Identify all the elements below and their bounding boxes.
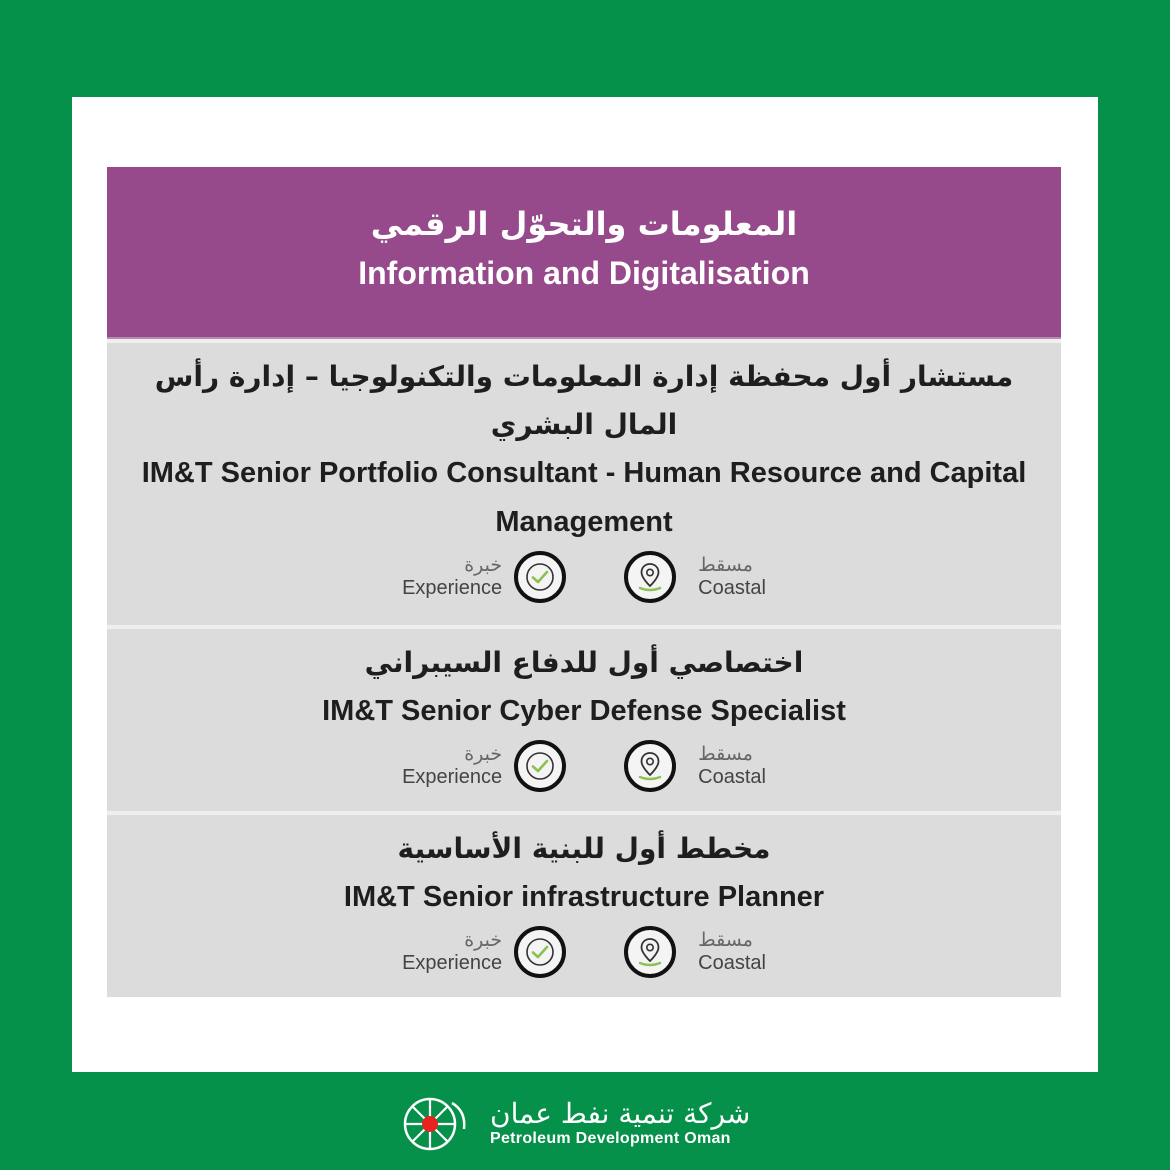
job-title-en: IM&T Senior infrastructure Planner — [343, 881, 825, 913]
location-label-en: Coastal — [698, 577, 766, 599]
job-meta — [107, 551, 1061, 603]
experience-info — [402, 551, 566, 603]
experience-label-ar: خبرة — [464, 743, 503, 765]
content-card — [72, 97, 1098, 1072]
job-listing[interactable] — [107, 625, 1061, 811]
check-circle-icon — [514, 926, 566, 978]
job-title-en: IM&T Senior Cyber Defense Specialist — [322, 695, 846, 727]
job-listing[interactable] — [107, 339, 1061, 625]
check-circle-icon — [514, 551, 566, 603]
location-label-en: Coastal — [698, 952, 766, 974]
check-circle-icon — [514, 740, 566, 792]
location-label-ar: مسقط — [698, 743, 753, 765]
department-title-ar: المعلومات والتحوّل الرقمي — [370, 205, 798, 243]
job-title-ar: مستشار أول محفظة إدارة المعلومات والتكنولوجيا – إدارة رأس المال البشري — [154, 360, 1014, 441]
company-name-en: Petroleum Development Oman — [490, 1130, 731, 1147]
map-pin-icon — [624, 551, 676, 603]
location-info — [624, 551, 766, 603]
experience-label-ar: خبرة — [464, 554, 503, 576]
location-info — [624, 926, 766, 978]
location-label-en: Coastal — [698, 766, 766, 788]
pdo-emblem-icon — [400, 1093, 470, 1153]
experience-label-en: Experience — [402, 766, 503, 788]
jobs-panel — [107, 167, 1061, 997]
company-name-ar: شركة تنمية نفط عمان — [490, 1097, 751, 1130]
location-label-ar: مسقط — [698, 554, 753, 576]
job-title-en: IM&T Senior Portfolio Consultant - Human Resource and Capital Management — [141, 457, 1027, 538]
job-meta — [107, 740, 1061, 792]
department-header — [107, 167, 1061, 339]
job-title-ar: اختصاصي أول للدفاع السيبراني — [364, 646, 804, 679]
location-info — [624, 740, 766, 792]
job-listing[interactable] — [107, 811, 1061, 997]
experience-label-en: Experience — [402, 952, 503, 974]
location-label-ar: مسقط — [698, 929, 753, 951]
experience-info — [402, 926, 566, 978]
map-pin-icon — [624, 926, 676, 978]
job-meta — [107, 926, 1061, 978]
job-title-ar: مخطط أول للبنية الأساسية — [397, 832, 771, 865]
experience-label-en: Experience — [402, 577, 503, 599]
department-title-en: Information and Digitalisation — [358, 255, 810, 291]
experience-label-ar: خبرة — [464, 929, 503, 951]
company-logo — [400, 1093, 780, 1153]
experience-info — [402, 740, 566, 792]
map-pin-icon — [624, 740, 676, 792]
